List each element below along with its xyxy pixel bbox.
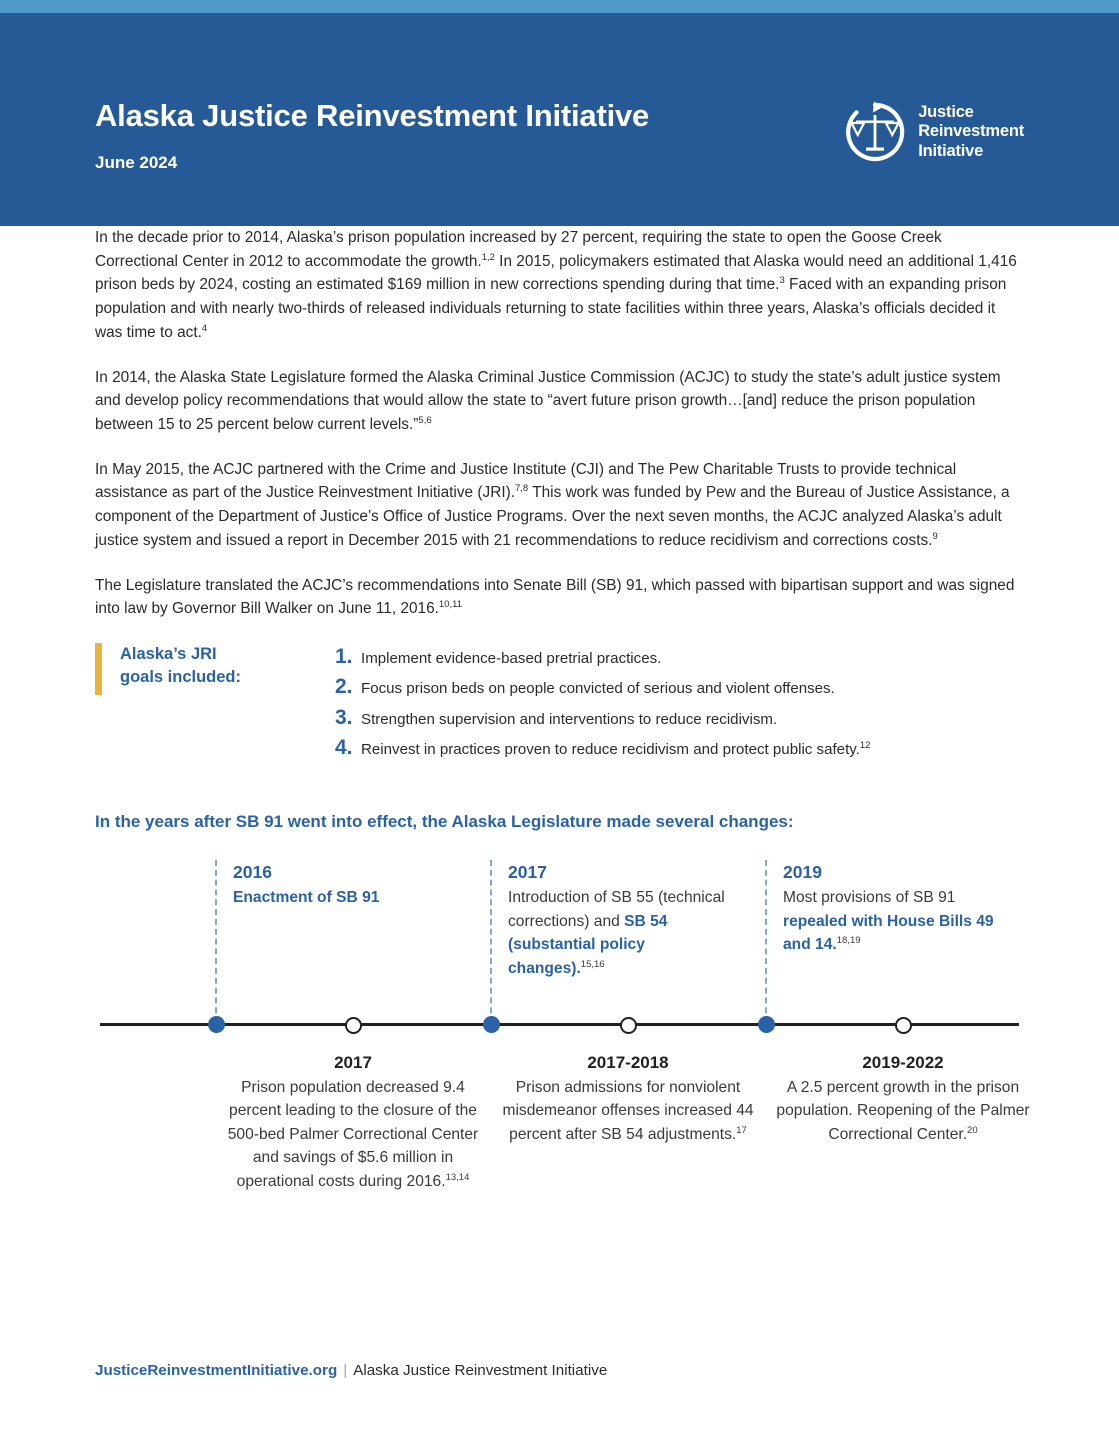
- goal-text: [361, 740, 870, 760]
- page-title: Alaska Justice Reinvestment Initiative: [95, 98, 650, 133]
- goal-text: [361, 679, 835, 699]
- timeline-heading: In the years after SB 91 went into effect, the Alaska Legislature made several changes:: [95, 812, 794, 832]
- timeline-marker-2017: [483, 1016, 500, 1033]
- timeline-entry-year: 2019: [783, 862, 822, 883]
- timeline-entry-highlight: SB 54 (substantial policy changes).: [508, 912, 668, 977]
- timeline-outcome-description: [218, 1076, 488, 1193]
- goal-number: 1.: [335, 645, 353, 669]
- jri-goals-callout: [95, 643, 1024, 764]
- timeline-footnote-ref: 18,19: [836, 935, 861, 946]
- paragraph-3-text-b: This work was funded by Pew and the Bureau of Justice Assistance, a component of the Department of Justice’s Office of Justice Programs. Over the next seven months, the ACJC analyzed Alaska’s adult justice system and issued a report in December 2015 with 21 recommendations to reduce recidivism and corrections costs.: [95, 484, 1010, 549]
- timeline-entry-2019: [765, 860, 1015, 956]
- footer-website-link[interactable]: JusticeReinvestmentInitiative.org: [95, 1362, 338, 1379]
- paragraph-4: [95, 574, 1024, 621]
- goals-label: [120, 643, 241, 764]
- logo-word-1: Justice: [918, 102, 974, 121]
- timeline-outcome-year: 2017: [334, 1053, 372, 1073]
- goals-label-group: [95, 643, 335, 764]
- logo-word-2: Reinvestment: [918, 122, 1024, 141]
- goal-text-body: Implement evidence-based pretrial practices.: [361, 650, 662, 668]
- timeline-outcome-text: Prison population decreased 9.4 percent leading to the closure of the 500-bed Palmer Correctional Center and savings of $5.6 million in operational costs during 2016.: [227, 1078, 479, 1190]
- timeline-entry-plain: Introduction of SB 55 (technical corrections) and: [508, 888, 725, 930]
- goals-label-line-1: Alaska’s JRI: [120, 645, 217, 664]
- paragraph-1-text-b: In 2015, policymakers estimated that Alaska would need an additional 1,416 prison beds by 2024, costing an estimated $169 million in new corrections spending during that time.: [95, 252, 1017, 294]
- footer-tagline: Alaska Justice Reinvestment Initiative: [353, 1362, 608, 1379]
- top-accent-strip: [0, 0, 1119, 13]
- timeline-outcome-2019-2022: [768, 1050, 1038, 1146]
- list-item: [335, 704, 1024, 732]
- timeline-entry-highlight: Enactment of SB 91: [233, 888, 380, 906]
- paragraph-2-text-a: In 2014, the Alaska State Legislature formed the Alaska Criminal Justice Commission (ACJC) to study the state’s adult justice system and develop policy recommendations that would allow the state to “avert future prison growth…[and] reduce the prison population between 15 to 25 percent below current levels.”: [95, 368, 1001, 434]
- timeline-axis-line: [100, 1023, 1019, 1026]
- timeline-entry-year: 2016: [233, 862, 272, 883]
- timeline-outcome-2017: [218, 1050, 488, 1192]
- timeline-footnote-ref: 13,14: [445, 1171, 470, 1183]
- jri-logo: [844, 101, 1024, 163]
- paragraph-4-text-a: The Legislature translated the ACJC’s recommendations into Senate Bill (SB) 91, which passed with bipartisan support and was signed into law by Governor Bill Walker on June 11, 2016.: [95, 576, 1015, 618]
- list-item: [335, 673, 1024, 701]
- goal-text: [361, 710, 777, 730]
- timeline-footnote-ref: 17: [736, 1124, 747, 1136]
- logo-wordmark: [918, 103, 1024, 161]
- timeline-outcome-text: A 2.5 percent growth in the prison population. Reopening of the Palmer Correctional Center.: [776, 1078, 1030, 1143]
- timeline-marker-2017-2018: [620, 1017, 637, 1034]
- footnote-ref-1-2: 1,2: [481, 251, 495, 263]
- timeline-outcome-year: 2019-2022: [862, 1053, 944, 1073]
- goal-number: 4.: [335, 736, 353, 760]
- footnote-ref-3: 3: [779, 275, 785, 287]
- list-item: [335, 643, 1024, 671]
- paragraph-3: [95, 458, 1024, 553]
- timeline-marker-2019: [758, 1016, 775, 1033]
- timeline-outcome-description: [493, 1076, 763, 1146]
- goal-number: 3.: [335, 705, 353, 729]
- page-date: June 2024: [95, 153, 178, 172]
- goal-footnote-ref: 12: [859, 740, 871, 752]
- footnote-ref-5-6: 5,6: [418, 414, 432, 426]
- timeline-footnote-ref: 15,16: [580, 958, 605, 970]
- goals-accent-bar: [95, 643, 102, 695]
- scales-of-justice-circle-arrow-icon: [844, 101, 906, 163]
- timeline-entry-plain: Most provisions of SB 91: [783, 888, 956, 906]
- timeline-outcome-description: [768, 1076, 1038, 1146]
- legislative-changes-timeline: [95, 860, 1030, 1220]
- timeline-outcome-year: 2017-2018: [587, 1053, 669, 1073]
- footnote-ref-9: 9: [932, 530, 938, 542]
- timeline-marker-2016: [208, 1016, 225, 1033]
- footnote-ref-7-8: 7,8: [515, 483, 529, 495]
- goals-label-line-2: goals included:: [120, 668, 242, 687]
- logo-word-3: Initiative: [918, 141, 984, 160]
- footer-separator: |: [343, 1362, 348, 1379]
- page-footer: [95, 1362, 607, 1379]
- page-header: [0, 13, 1119, 226]
- goal-number: 2.: [335, 675, 353, 699]
- timeline-entry-description: [233, 886, 465, 910]
- timeline-marker-2019-2022: [895, 1017, 912, 1034]
- goal-text: [361, 649, 661, 669]
- paragraph-2: [95, 366, 1024, 437]
- goal-text-body: Focus prison beds on people convicted of serious and violent offenses.: [361, 680, 835, 698]
- timeline-entry-highlight: repealed with House Bills 49 and 14.: [783, 912, 994, 954]
- document-body: [0, 226, 1119, 1220]
- list-item: [335, 734, 1024, 762]
- paragraph-1-text-c: Faced with an expanding prison population and with nearly two-thirds of released individuals returning to state facilities within three years, Alaska’s officials decided it was time to act.: [95, 276, 1007, 341]
- goals-list: [335, 643, 1024, 764]
- timeline-outcome-text: Prison admissions for nonviolent misdemeanor offenses increased 44 percent after SB 54 adjustments.: [502, 1078, 754, 1143]
- paragraph-3-text-a: In May 2015, the ACJC partnered with the Crime and Justice Institute (CJI) and The Pew Charitable Trusts to provide technical assistance as part of the Justice Reinvestment Initiative (JRI).: [95, 460, 957, 502]
- timeline-entry-2017: [490, 860, 740, 980]
- timeline-entry-description: [508, 886, 740, 981]
- timeline-entry-description: [783, 886, 1015, 957]
- timeline-entry-year: 2017: [508, 862, 547, 883]
- goal-text-body: Reinvest in practices proven to reduce recidivism and protect public safety.: [361, 741, 860, 759]
- paragraph-1-text-a: In the decade prior to 2014, Alaska’s prison population increased by 27 percent, requiring the state to open the Goose Creek Correctional Center in 2012 to accommodate the growth.: [95, 229, 942, 270]
- paragraph-1: [95, 226, 1024, 345]
- timeline-outcome-2017-2018: [493, 1050, 763, 1146]
- goal-text-body: Strengthen supervision and interventions to reduce recidivism.: [361, 710, 778, 728]
- timeline-marker-2017-below: [345, 1017, 362, 1034]
- footnote-ref-4: 4: [201, 322, 208, 334]
- timeline-footnote-ref: 20: [967, 1124, 978, 1136]
- footnote-ref-10-11: 10,11: [438, 599, 462, 611]
- timeline-entry-2016: [215, 860, 465, 909]
